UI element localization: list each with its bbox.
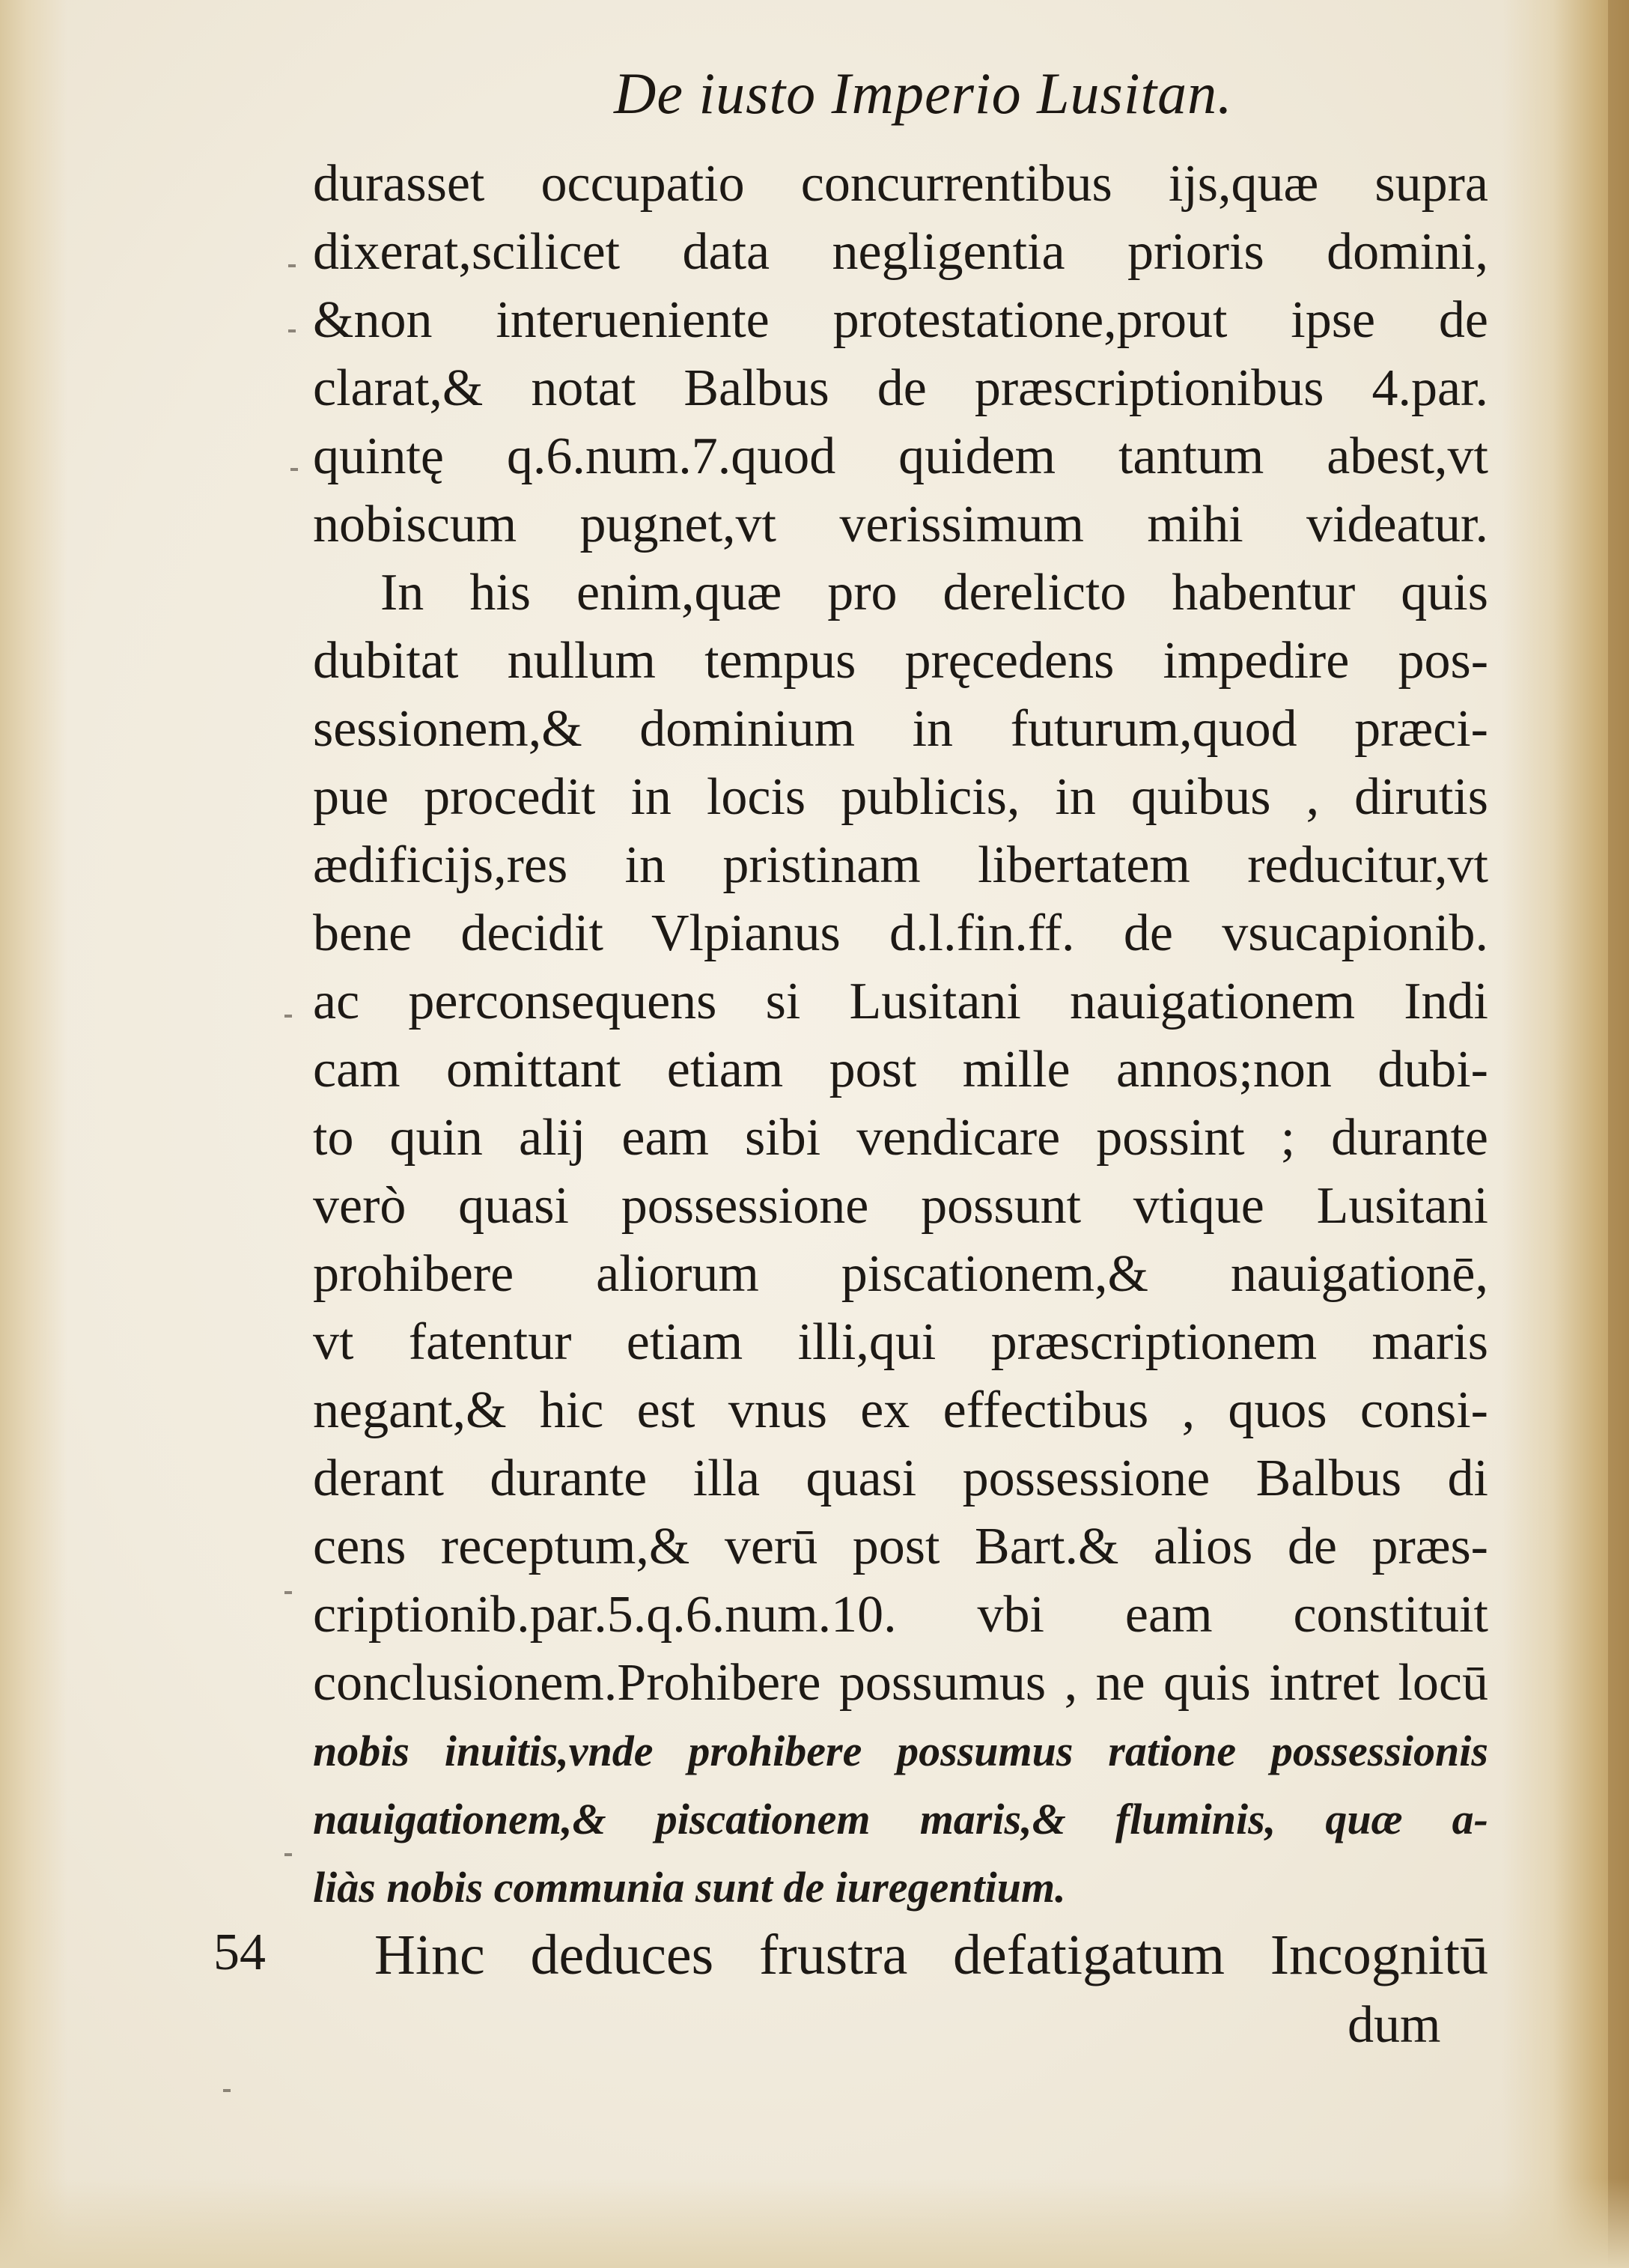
body-text bbox=[313, 150, 1488, 1921]
text-line: verò quasi possessione possunt vtique Lusitani bbox=[313, 1177, 1488, 1235]
text-line: sessionem,& dominium in futurum,quod præci- bbox=[313, 700, 1488, 758]
text-line-paragraph-start: In his enim,quæ pro derelicto habentur quis bbox=[380, 564, 1488, 621]
text-line: prohibere aliorum piscationem,& nauigationē, bbox=[313, 1245, 1488, 1303]
text-line: quintę q.6.num.7.quod quidem tantum abest,vt bbox=[313, 428, 1488, 485]
text-line: criptionib.par.5.q.6.num.10. vbi eam constituit bbox=[313, 1586, 1488, 1644]
catchword: dum bbox=[1348, 1996, 1441, 2054]
margin-mark bbox=[223, 2089, 231, 2092]
text-line: clarat,& notat Balbus de præscriptionibus 4.par. bbox=[313, 359, 1488, 417]
page-left-edge-shading bbox=[0, 0, 67, 2268]
text-line: durasset occupatio concurrentibus ijs,quæ supra bbox=[313, 155, 1488, 213]
text-line: vt fatentur etiam illi,qui præscriptionem maris bbox=[313, 1313, 1488, 1371]
page-gutter bbox=[1608, 0, 1629, 2268]
text-line-final: Hinc deduces frustra defatigatum Incognitū bbox=[374, 1924, 1488, 1986]
text-line: bene decidit Vlpianus d.l.fin.ff. de vsucapionib. bbox=[313, 905, 1488, 962]
text-line: dubitat nullum tempus pręcedens impedire pos- bbox=[313, 632, 1488, 690]
page-bottom-edge-shading bbox=[0, 2178, 1629, 2268]
italic-quote-line: liàs nobis communia sunt de iuregentium. bbox=[313, 1863, 1066, 1912]
text-line: negant,& hic est vnus ex effectibus , quos consi- bbox=[313, 1381, 1488, 1439]
text-line: to quin alij eam sibi vendicare possint ; durante bbox=[313, 1109, 1488, 1167]
margin-mark bbox=[284, 1015, 292, 1018]
text-line: cam omittant etiam post mille annos;non dubi- bbox=[313, 1041, 1488, 1098]
margin-mark bbox=[284, 1591, 292, 1594]
margin-mark bbox=[288, 329, 296, 332]
margin-mark bbox=[288, 264, 296, 267]
text-line: nobiscum pugnet,vt verissimum mihi videatur. bbox=[313, 496, 1488, 553]
italic-quote-line: nauigationem,& piscationem maris,& fluminis, quæ a- bbox=[313, 1795, 1488, 1843]
text-line: ac perconsequens si Lusitani nauigationem Indi bbox=[313, 973, 1488, 1030]
text-line: cens receptum,& verū post Bart.& alios de præs- bbox=[313, 1518, 1488, 1575]
margin-mark bbox=[284, 1853, 292, 1856]
italic-quote-line: nobis inuitis,vnde prohibere possumus ratione possessionis bbox=[313, 1727, 1488, 1775]
running-head: De iusto Imperio Lusitan. bbox=[614, 61, 1233, 126]
text-line: ædificijs,res in pristinam libertatem reducitur,vt bbox=[313, 836, 1488, 894]
marginal-number: 54 bbox=[213, 1924, 266, 1981]
text-line: pue procedit in locis publicis, in quibus , dirutis bbox=[313, 768, 1488, 826]
margin-mark bbox=[290, 468, 298, 471]
text-line: derant durante illa quasi possessione Balbus di bbox=[313, 1450, 1488, 1507]
text-line: &non interueniente protestatione,prout ipse de bbox=[313, 291, 1488, 349]
text-line: dixerat,scilicet data negligentia prioris domini, bbox=[313, 223, 1488, 281]
text-line: conclusionem.Prohibere possumus , ne quis intret locū bbox=[313, 1654, 1488, 1712]
